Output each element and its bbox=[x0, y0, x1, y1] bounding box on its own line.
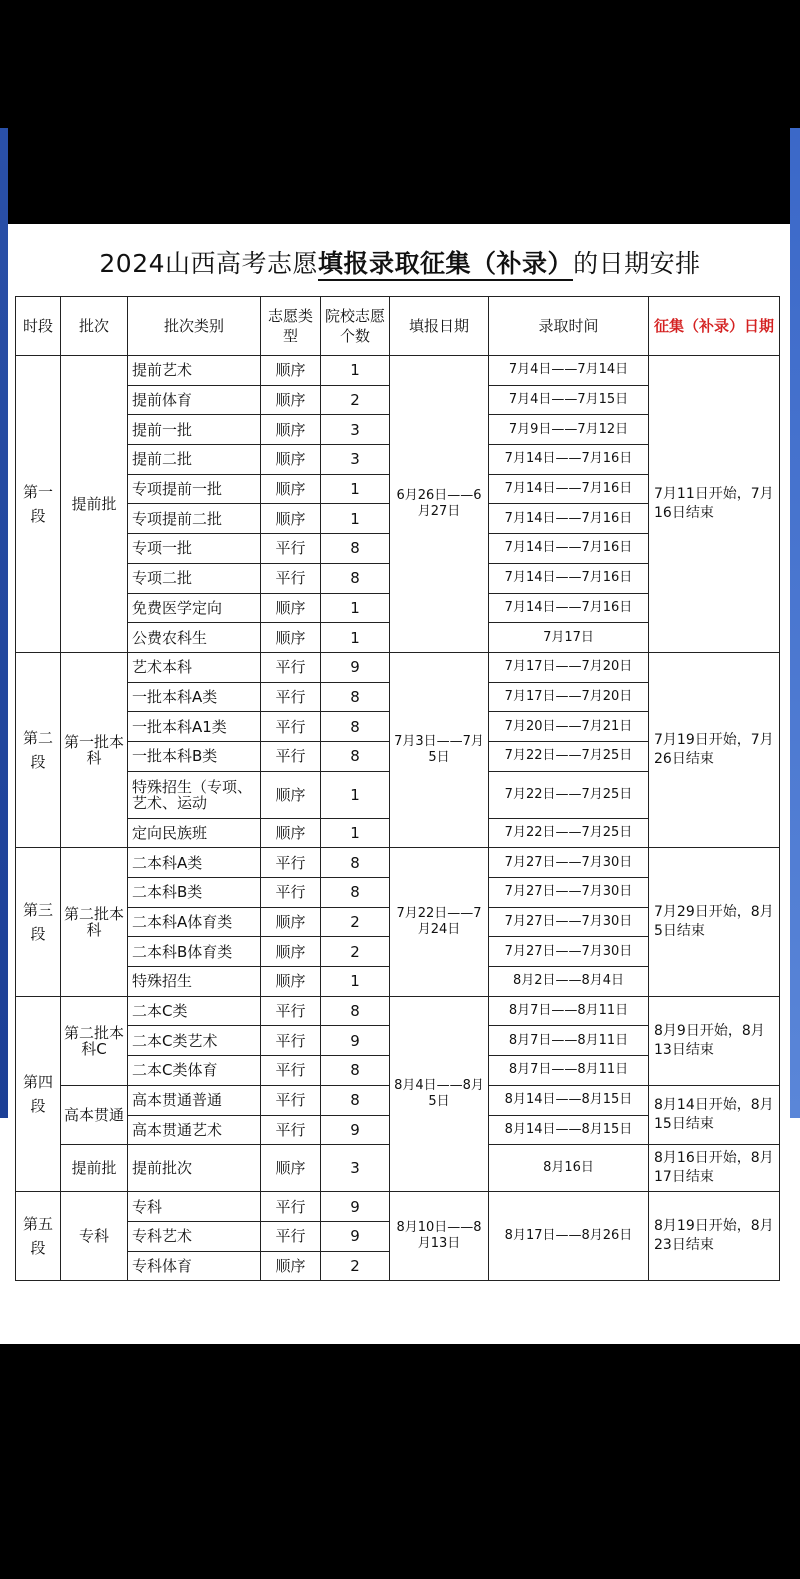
category-cell: 一批本科B类 bbox=[128, 741, 261, 771]
category-cell: 提前批次 bbox=[128, 1145, 261, 1192]
category-cell: 二本科B体育类 bbox=[128, 937, 261, 967]
category-cell: 提前一批 bbox=[128, 415, 261, 445]
count-cell: 9 bbox=[321, 1192, 390, 1222]
count-cell: 1 bbox=[321, 474, 390, 504]
category-cell: 一批本科A类 bbox=[128, 682, 261, 712]
admit-time-cell: 7月22日——7月25日 bbox=[489, 818, 649, 848]
type-cell: 顺序 bbox=[261, 474, 321, 504]
admit-time-cell: 8月16日 bbox=[489, 1145, 649, 1192]
count-cell: 8 bbox=[321, 878, 390, 908]
stage-cell: 第三段 bbox=[16, 848, 61, 996]
type-cell: 平行 bbox=[261, 1221, 321, 1251]
count-cell: 9 bbox=[321, 1115, 390, 1145]
count-cell: 1 bbox=[321, 504, 390, 534]
category-cell: 二本科A体育类 bbox=[128, 907, 261, 937]
batch-cell: 专科 bbox=[61, 1192, 128, 1281]
count-cell: 8 bbox=[321, 563, 390, 593]
category-cell: 专科体育 bbox=[128, 1251, 261, 1281]
type-cell: 顺序 bbox=[261, 1145, 321, 1192]
type-cell: 顺序 bbox=[261, 967, 321, 997]
count-cell: 1 bbox=[321, 818, 390, 848]
type-cell: 顺序 bbox=[261, 356, 321, 386]
type-cell: 平行 bbox=[261, 652, 321, 682]
admit-time-cell: 7月27日——7月30日 bbox=[489, 937, 649, 967]
batch-cell: 提前批 bbox=[61, 1145, 128, 1192]
type-cell: 平行 bbox=[261, 1115, 321, 1145]
count-cell: 1 bbox=[321, 623, 390, 653]
category-cell: 提前二批 bbox=[128, 445, 261, 475]
count-cell: 2 bbox=[321, 385, 390, 415]
count-cell: 9 bbox=[321, 1221, 390, 1251]
count-cell: 2 bbox=[321, 907, 390, 937]
count-cell: 8 bbox=[321, 534, 390, 564]
admit-time-cell: 7月22日——7月25日 bbox=[489, 741, 649, 771]
admit-time-cell: 7月9日——7月12日 bbox=[489, 415, 649, 445]
supplement-cell: 7月29日开始，8月5日结束 bbox=[649, 848, 780, 996]
stage-cell: 第一段 bbox=[16, 356, 61, 653]
stage-cell: 第五段 bbox=[16, 1192, 61, 1281]
type-cell: 顺序 bbox=[261, 1251, 321, 1281]
count-cell: 8 bbox=[321, 712, 390, 742]
header-count: 院校志愿个数 bbox=[321, 297, 390, 356]
admit-time-cell: 8月7日——8月11日 bbox=[489, 1026, 649, 1056]
type-cell: 顺序 bbox=[261, 504, 321, 534]
count-cell: 1 bbox=[321, 593, 390, 623]
header-admit-time: 录取时间 bbox=[489, 297, 649, 356]
category-cell: 一批本科A1类 bbox=[128, 712, 261, 742]
header-fill-date: 填报日期 bbox=[390, 297, 489, 356]
title-prefix: 2024山西高考志愿 bbox=[99, 249, 319, 278]
type-cell: 顺序 bbox=[261, 593, 321, 623]
fill-date-cell: 6月26日——6月27日 bbox=[390, 356, 489, 653]
category-cell: 特殊招生（专项、艺术、运动 bbox=[128, 771, 261, 818]
admit-time-cell: 7月22日——7月25日 bbox=[489, 771, 649, 818]
header-type: 志愿类型 bbox=[261, 297, 321, 356]
category-cell: 专项提前二批 bbox=[128, 504, 261, 534]
admit-time-cell: 7月27日——7月30日 bbox=[489, 878, 649, 908]
batch-cell: 第二批本科C bbox=[61, 996, 128, 1085]
admit-time-cell: 7月17日——7月20日 bbox=[489, 652, 649, 682]
count-cell: 3 bbox=[321, 1145, 390, 1192]
supplement-cell: 7月11日开始，7月16日结束 bbox=[649, 356, 780, 653]
title-bold: 填报录取 bbox=[318, 249, 420, 281]
category-cell: 专科艺术 bbox=[128, 1221, 261, 1251]
type-cell: 平行 bbox=[261, 1192, 321, 1222]
table-row bbox=[16, 848, 780, 878]
count-cell: 9 bbox=[321, 1026, 390, 1056]
type-cell: 平行 bbox=[261, 1026, 321, 1056]
type-cell: 平行 bbox=[261, 741, 321, 771]
count-cell: 1 bbox=[321, 356, 390, 386]
category-cell: 专项提前一批 bbox=[128, 474, 261, 504]
admit-time-cell: 7月4日——7月15日 bbox=[489, 385, 649, 415]
supplement-cell: 7月19日开始，7月26日结束 bbox=[649, 652, 780, 847]
admit-time-cell: 8月7日——8月11日 bbox=[489, 1056, 649, 1086]
type-cell: 顺序 bbox=[261, 771, 321, 818]
type-cell: 顺序 bbox=[261, 385, 321, 415]
category-cell: 二本科A类 bbox=[128, 848, 261, 878]
fill-date-cell: 7月22日——7月24日 bbox=[390, 848, 489, 996]
category-cell: 免费医学定向 bbox=[128, 593, 261, 623]
category-cell: 公费农科生 bbox=[128, 623, 261, 653]
header-stage: 时段 bbox=[16, 297, 61, 356]
count-cell: 8 bbox=[321, 996, 390, 1026]
type-cell: 平行 bbox=[261, 1056, 321, 1086]
category-cell: 专项一批 bbox=[128, 534, 261, 564]
admit-time-cell: 7月14日——7月16日 bbox=[489, 593, 649, 623]
admit-time-cell: 7月17日 bbox=[489, 623, 649, 653]
admit-time-cell: 7月20日——7月21日 bbox=[489, 712, 649, 742]
fill-date-cell: 7月3日——7月5日 bbox=[390, 652, 489, 847]
admit-time-cell: 7月14日——7月16日 bbox=[489, 445, 649, 475]
schedule-table bbox=[15, 296, 780, 1281]
admit-time-cell: 8月14日——8月15日 bbox=[489, 1115, 649, 1145]
table-row bbox=[16, 356, 780, 386]
page-title bbox=[0, 244, 800, 280]
type-cell: 平行 bbox=[261, 563, 321, 593]
admit-time-cell: 7月14日——7月16日 bbox=[489, 474, 649, 504]
title-emph: 征集（补录） bbox=[420, 249, 573, 281]
batch-cell: 提前批 bbox=[61, 356, 128, 653]
batch-cell: 第二批本科 bbox=[61, 848, 128, 996]
type-cell: 顺序 bbox=[261, 623, 321, 653]
admit-time-cell: 7月27日——7月30日 bbox=[489, 848, 649, 878]
type-cell: 平行 bbox=[261, 848, 321, 878]
count-cell: 9 bbox=[321, 652, 390, 682]
category-cell: 特殊招生 bbox=[128, 967, 261, 997]
stage-cell: 第四段 bbox=[16, 996, 61, 1191]
admit-time-cell: 7月4日——7月14日 bbox=[489, 356, 649, 386]
admit-time-cell: 8月17日——8月26日 bbox=[489, 1192, 649, 1281]
type-cell: 平行 bbox=[261, 682, 321, 712]
category-cell: 专科 bbox=[128, 1192, 261, 1222]
type-cell: 顺序 bbox=[261, 415, 321, 445]
category-cell: 提前艺术 bbox=[128, 356, 261, 386]
title-suffix: 的日期安排 bbox=[573, 249, 701, 278]
count-cell: 2 bbox=[321, 937, 390, 967]
fill-date-cell: 8月4日——8月5日 bbox=[390, 996, 489, 1191]
supplement-cell: 8月9日开始，8月13日结束 bbox=[649, 996, 780, 1085]
admit-time-cell: 7月17日——7月20日 bbox=[489, 682, 649, 712]
count-cell: 8 bbox=[321, 1056, 390, 1086]
admit-time-cell: 7月14日——7月16日 bbox=[489, 534, 649, 564]
count-cell: 3 bbox=[321, 445, 390, 475]
category-cell: 二本C类体育 bbox=[128, 1056, 261, 1086]
count-cell: 8 bbox=[321, 1085, 390, 1115]
type-cell: 顺序 bbox=[261, 937, 321, 967]
count-cell: 1 bbox=[321, 771, 390, 818]
stage-cell: 第二段 bbox=[16, 652, 61, 847]
fill-date-cell: 8月10日——8月13日 bbox=[390, 1192, 489, 1281]
header-supplement-date: 征集（补录）日期 bbox=[649, 297, 780, 356]
type-cell: 平行 bbox=[261, 996, 321, 1026]
admit-time-cell: 8月14日——8月15日 bbox=[489, 1085, 649, 1115]
category-cell: 专项二批 bbox=[128, 563, 261, 593]
admit-time-cell: 7月14日——7月16日 bbox=[489, 563, 649, 593]
count-cell: 2 bbox=[321, 1251, 390, 1281]
table-row bbox=[16, 996, 780, 1026]
type-cell: 顺序 bbox=[261, 818, 321, 848]
batch-cell: 高本贯通 bbox=[61, 1085, 128, 1144]
count-cell: 8 bbox=[321, 682, 390, 712]
type-cell: 顺序 bbox=[261, 445, 321, 475]
category-cell: 艺术本科 bbox=[128, 652, 261, 682]
type-cell: 平行 bbox=[261, 712, 321, 742]
category-cell: 定向民族班 bbox=[128, 818, 261, 848]
count-cell: 1 bbox=[321, 967, 390, 997]
category-cell: 高本贯通普通 bbox=[128, 1085, 261, 1115]
table-row bbox=[16, 1192, 780, 1222]
category-cell: 二本C类艺术 bbox=[128, 1026, 261, 1056]
type-cell: 平行 bbox=[261, 1085, 321, 1115]
category-cell: 提前体育 bbox=[128, 385, 261, 415]
batch-cell: 第一批本科 bbox=[61, 652, 128, 847]
admit-time-cell: 7月27日——7月30日 bbox=[489, 907, 649, 937]
type-cell: 顺序 bbox=[261, 907, 321, 937]
count-cell: 8 bbox=[321, 848, 390, 878]
count-cell: 3 bbox=[321, 415, 390, 445]
header-batch: 批次 bbox=[61, 297, 128, 356]
type-cell: 平行 bbox=[261, 878, 321, 908]
supplement-cell: 8月19日开始，8月23日结束 bbox=[649, 1192, 780, 1281]
header-row bbox=[16, 297, 780, 356]
supplement-cell: 8月14日开始，8月15日结束 bbox=[649, 1085, 780, 1144]
admit-time-cell: 8月2日——8月4日 bbox=[489, 967, 649, 997]
header-category: 批次类别 bbox=[128, 297, 261, 356]
table-row bbox=[16, 652, 780, 682]
category-cell: 二本科B类 bbox=[128, 878, 261, 908]
category-cell: 高本贯通艺术 bbox=[128, 1115, 261, 1145]
supplement-cell: 8月16日开始，8月17日结束 bbox=[649, 1145, 780, 1192]
type-cell: 平行 bbox=[261, 534, 321, 564]
admit-time-cell: 8月7日——8月11日 bbox=[489, 996, 649, 1026]
category-cell: 二本C类 bbox=[128, 996, 261, 1026]
admit-time-cell: 7月14日——7月16日 bbox=[489, 504, 649, 534]
count-cell: 8 bbox=[321, 741, 390, 771]
